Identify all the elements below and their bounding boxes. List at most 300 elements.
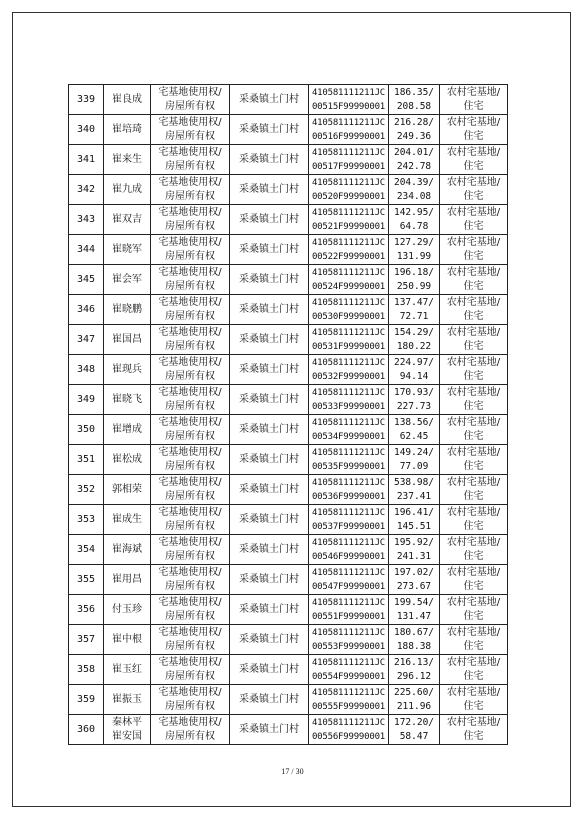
unit-number-cell-line: 410581111211JC [311,207,386,218]
area-cell-line: 127.29/ [393,236,435,248]
land-use-cell-line: 农村宅基地/ [446,206,501,218]
area-cell [389,385,440,415]
land-use-cell-line: 住宅 [463,250,484,262]
right-type-cell-line: 房屋所有权 [165,340,215,352]
area-cell-line: 137.47/ [393,296,435,308]
area-cell-line: 64.78 [399,220,429,232]
right-type-cell-line: 房屋所有权 [165,130,215,142]
row-number-cell: 349 [69,385,104,415]
right-type-cell-line: 宅基地使用权/ [158,716,222,728]
land-use-cell-line: 住宅 [463,370,484,382]
location-cell: 采桑镇土门村 [230,535,309,565]
unit-number-cell-line: 410581111211JC [311,237,386,248]
right-type-cell-line: 宅基地使用权/ [158,206,222,218]
area-cell-line: 250.99 [396,280,432,292]
area-cell-line: 273.67 [396,580,432,592]
unit-number-cell-line: 00532F99990001 [311,371,386,382]
row-number-cell: 358 [69,655,104,685]
unit-number-cell-line: 00533F99990001 [311,401,386,412]
unit-number-cell [309,145,389,175]
area-cell-line: 154.29/ [393,326,435,338]
location-cell: 采桑镇土门村 [230,265,309,295]
unit-number-cell [309,355,389,385]
owner-name-cell-line: 崔成生 [112,513,142,525]
row-number-cell: 339 [69,85,104,115]
unit-number-cell-line: 00553F99990001 [311,641,386,652]
area-cell-line: 72.71 [399,310,429,322]
table-row [69,565,508,595]
owner-name-cell [104,685,151,715]
owner-name-cell [104,115,151,145]
row-number-cell: 343 [69,205,104,235]
unit-number-cell-line: 410581111211JC [311,297,386,308]
area-cell [389,115,440,145]
area-cell-line: 237.41 [396,490,432,502]
area-cell-line: 199.54/ [393,596,435,608]
location-cell: 采桑镇土门村 [230,445,309,475]
area-cell-line: 131.99 [396,250,432,262]
right-type-cell-line: 房屋所有权 [165,730,215,742]
unit-number-cell [309,415,389,445]
unit-number-cell-line: 410581111211JC [311,327,386,338]
right-type-cell-line: 宅基地使用权/ [158,596,222,608]
area-cell-line: 138.56/ [393,416,435,428]
owner-name-cell-line: 秦林平 [112,716,142,728]
area-cell [389,475,440,505]
land-use-cell [440,685,508,715]
area-cell [389,655,440,685]
owner-name-cell [104,505,151,535]
area-cell-line: 196.18/ [393,266,435,278]
owner-name-cell-line: 崔会军 [112,273,142,285]
unit-number-cell [309,595,389,625]
owner-name-cell-line: 崔培琦 [112,123,142,135]
owner-name-cell [104,475,151,505]
right-type-cell-line: 宅基地使用权/ [158,536,222,548]
table-row [69,475,508,505]
unit-number-cell-line: 00554F99990001 [311,671,386,682]
area-cell-line: 211.96 [396,700,432,712]
right-type-cell [151,715,230,745]
table-row [69,715,508,745]
owner-name-cell [104,205,151,235]
row-number-cell: 355 [69,565,104,595]
unit-number-cell [309,265,389,295]
row-number-cell: 340 [69,115,104,145]
right-type-cell [151,265,230,295]
row-number-cell: 346 [69,295,104,325]
land-use-cell-line: 住宅 [463,580,484,592]
unit-number-cell-line: 00522F99990001 [311,251,386,262]
row-number-cell: 359 [69,685,104,715]
location-cell: 采桑镇土门村 [230,175,309,205]
unit-number-cell-line: 00534F99990001 [311,431,386,442]
unit-number-cell [309,505,389,535]
owner-name-cell [104,625,151,655]
area-cell-line: 188.38 [396,640,432,652]
area-cell-line: 196.41/ [393,506,435,518]
unit-number-cell-line: 00536F99990001 [311,491,386,502]
table-row [69,175,508,205]
land-use-cell [440,85,508,115]
area-cell [389,265,440,295]
land-use-cell-line: 农村宅基地/ [446,566,501,578]
area-cell-line: 131.47 [396,610,432,622]
area-cell-line: 241.31 [396,550,432,562]
right-type-cell-line: 宅基地使用权/ [158,86,222,98]
land-use-cell-line: 住宅 [463,550,484,562]
right-type-cell-line: 宅基地使用权/ [158,146,222,158]
unit-number-cell-line: 410581111211JC [311,417,386,428]
area-cell-line: 145.51 [396,520,432,532]
unit-number-cell-line: 00546F99990001 [311,551,386,562]
land-use-cell [440,715,508,745]
right-type-cell [151,325,230,355]
area-cell-line: 62.45 [399,430,429,442]
area-cell [389,145,440,175]
land-use-cell [440,445,508,475]
unit-number-cell [309,445,389,475]
land-use-cell-line: 农村宅基地/ [446,356,501,368]
unit-number-cell-line: 00531F99990001 [311,341,386,352]
land-use-cell-line: 农村宅基地/ [446,476,501,488]
unit-number-cell [309,325,389,355]
owner-name-cell [104,235,151,265]
right-type-cell-line: 宅基地使用权/ [158,356,222,368]
row-number-cell: 350 [69,415,104,445]
right-type-cell [151,565,230,595]
right-type-cell-line: 房屋所有权 [165,640,215,652]
unit-number-cell-line: 410581111211JC [311,507,386,518]
unit-number-cell-line: 00517F99990001 [311,161,386,172]
unit-number-cell [309,475,389,505]
right-type-cell-line: 宅基地使用权/ [158,116,222,128]
unit-number-cell-line: 410581111211JC [311,597,386,608]
table-row [69,385,508,415]
land-use-cell [440,595,508,625]
land-use-cell [440,625,508,655]
area-cell-line: 186.35/ [393,86,435,98]
table-body [69,85,508,745]
land-use-cell [440,475,508,505]
land-use-cell-line: 住宅 [463,640,484,652]
land-use-cell-line: 住宅 [463,730,484,742]
owner-name-cell [104,265,151,295]
row-number-cell: 345 [69,265,104,295]
row-number-cell: 356 [69,595,104,625]
area-cell [389,625,440,655]
area-cell-line: 180.22 [396,340,432,352]
unit-number-cell-line: 00516F99990001 [311,131,386,142]
right-type-cell-line: 房屋所有权 [165,160,215,172]
right-type-cell [151,685,230,715]
land-use-cell-line: 住宅 [463,700,484,712]
area-cell-line: 224.97/ [393,356,435,368]
land-use-cell-line: 农村宅基地/ [446,86,501,98]
owner-name-cell-line: 郭相荣 [112,483,142,495]
land-use-cell-line: 农村宅基地/ [446,416,501,428]
area-cell [389,85,440,115]
table-row [69,235,508,265]
location-cell: 采桑镇土门村 [230,205,309,235]
owner-name-cell [104,655,151,685]
right-type-cell-line: 房屋所有权 [165,580,215,592]
owner-name-cell [104,145,151,175]
area-cell-line: 204.39/ [393,176,435,188]
land-use-cell [440,235,508,265]
land-use-cell [440,295,508,325]
area-cell [389,295,440,325]
area-cell [389,445,440,475]
area-cell [389,715,440,745]
unit-number-cell [309,295,389,325]
owner-name-cell [104,295,151,325]
land-use-cell [440,205,508,235]
unit-number-cell-line: 410581111211JC [311,117,386,128]
unit-number-cell-line: 410581111211JC [311,627,386,638]
area-cell-line: 142.95/ [393,206,435,218]
land-use-cell [440,145,508,175]
unit-number-cell-line: 00530F99990001 [311,311,386,322]
land-use-cell-line: 住宅 [463,190,484,202]
area-cell [389,235,440,265]
area-cell-line: 204.01/ [393,146,435,158]
land-use-cell-line: 农村宅基地/ [446,146,501,158]
land-use-cell-line: 农村宅基地/ [446,296,501,308]
area-cell [389,205,440,235]
owner-name-cell-line: 崔九成 [112,183,142,195]
unit-number-cell-line: 410581111211JC [311,387,386,398]
location-cell: 采桑镇土门村 [230,145,309,175]
owner-name-cell [104,415,151,445]
land-use-cell-line: 住宅 [463,490,484,502]
location-cell: 采桑镇土门村 [230,295,309,325]
unit-number-cell-line: 00515F99990001 [311,101,386,112]
owner-name-cell [104,445,151,475]
unit-number-cell-line: 410581111211JC [311,477,386,488]
land-use-cell-line: 农村宅基地/ [446,506,501,518]
land-use-cell-line: 住宅 [463,130,484,142]
area-cell [389,355,440,385]
land-use-cell [440,355,508,385]
right-type-cell-line: 房屋所有权 [165,310,215,322]
area-cell [389,415,440,445]
owner-name-cell-line: 崔双吉 [112,213,142,225]
table-row [69,355,508,385]
unit-number-cell-line: 00535F99990001 [311,461,386,472]
location-cell: 采桑镇土门村 [230,415,309,445]
land-use-cell-line: 住宅 [463,160,484,172]
right-type-cell-line: 宅基地使用权/ [158,446,222,458]
land-use-cell [440,505,508,535]
land-use-cell-line: 农村宅基地/ [446,626,501,638]
area-cell-line: 170.93/ [393,386,435,398]
owner-name-cell [104,595,151,625]
right-type-cell [151,295,230,325]
right-type-cell-line: 房屋所有权 [165,700,215,712]
land-use-cell-line: 住宅 [463,610,484,622]
location-cell: 采桑镇土门村 [230,115,309,145]
table-row [69,625,508,655]
land-use-cell-line: 农村宅基地/ [446,326,501,338]
land-use-cell-line: 农村宅基地/ [446,716,501,728]
right-type-cell-line: 宅基地使用权/ [158,236,222,248]
area-cell [389,175,440,205]
owner-name-cell-line: 崔中根 [112,633,142,645]
right-type-cell-line: 宅基地使用权/ [158,176,222,188]
land-use-cell [440,265,508,295]
unit-number-cell [309,85,389,115]
right-type-cell [151,625,230,655]
land-use-cell-line: 农村宅基地/ [446,236,501,248]
area-cell [389,595,440,625]
area-cell-line: 58.47 [399,730,429,742]
unit-number-cell-line: 410581111211JC [311,267,386,278]
owner-name-cell-line: 崔晓鹏 [112,303,142,315]
land-use-cell [440,115,508,145]
unit-number-cell [309,385,389,415]
owner-name-cell [104,85,151,115]
unit-number-cell-line: 410581111211JC [311,447,386,458]
owner-name-cell [104,355,151,385]
table-row [69,535,508,565]
row-number-cell: 357 [69,625,104,655]
location-cell: 采桑镇土门村 [230,715,309,745]
land-use-cell-line: 住宅 [463,310,484,322]
land-use-cell-line: 农村宅基地/ [446,386,501,398]
area-cell [389,565,440,595]
unit-number-cell [309,175,389,205]
right-type-cell-line: 房屋所有权 [165,460,215,472]
area-cell [389,685,440,715]
row-number-cell: 360 [69,715,104,745]
right-type-cell-line: 房屋所有权 [165,100,215,112]
row-number-cell: 341 [69,145,104,175]
area-cell-line: 197.02/ [393,566,435,578]
owner-name-cell-line: 付玉珍 [112,603,142,615]
right-type-cell [151,235,230,265]
area-cell [389,535,440,565]
area-cell [389,325,440,355]
right-type-cell-line: 房屋所有权 [165,520,215,532]
row-number-cell: 352 [69,475,104,505]
location-cell: 采桑镇土门村 [230,625,309,655]
right-type-cell [151,595,230,625]
location-cell: 采桑镇土门村 [230,475,309,505]
owner-name-cell-line: 崔来生 [112,153,142,165]
land-use-cell-line: 住宅 [463,670,484,682]
unit-number-cell [309,565,389,595]
land-use-cell-line: 农村宅基地/ [446,176,501,188]
owner-name-cell [104,715,151,745]
land-use-cell-line: 农村宅基地/ [446,116,501,128]
right-type-cell-line: 宅基地使用权/ [158,656,222,668]
table-row [69,655,508,685]
right-type-cell-line: 房屋所有权 [165,430,215,442]
table-row [69,325,508,355]
land-use-cell [440,385,508,415]
owner-name-cell-line: 崔玉红 [112,663,142,675]
right-type-cell-line: 房屋所有权 [165,220,215,232]
location-cell: 采桑镇土门村 [230,565,309,595]
unit-number-cell [309,625,389,655]
owner-name-cell [104,535,151,565]
owner-name-cell-line: 崔松成 [112,453,142,465]
right-type-cell [151,385,230,415]
right-type-cell-line: 房屋所有权 [165,550,215,562]
row-number-cell: 354 [69,535,104,565]
right-type-cell [151,355,230,385]
land-use-cell [440,325,508,355]
owner-name-cell-line: 崔晓飞 [112,393,142,405]
unit-number-cell-line: 00520F99990001 [311,191,386,202]
unit-number-cell-line: 00521F99990001 [311,221,386,232]
unit-number-cell-line: 00537F99990001 [311,521,386,532]
registration-table [68,84,508,745]
area-cell-line: 242.78 [396,160,432,172]
land-use-cell-line: 农村宅基地/ [446,596,501,608]
owner-name-cell-line: 崔国昌 [112,333,142,345]
land-use-cell-line: 农村宅基地/ [446,446,501,458]
area-cell-line: 296.12 [396,670,432,682]
unit-number-cell-line: 410581111211JC [311,357,386,368]
location-cell: 采桑镇土门村 [230,505,309,535]
row-number-cell: 351 [69,445,104,475]
right-type-cell-line: 房屋所有权 [165,610,215,622]
right-type-cell [151,85,230,115]
area-cell-line: 227.73 [396,400,432,412]
unit-number-cell [309,205,389,235]
land-use-cell [440,565,508,595]
unit-number-cell-line: 00555F99990001 [311,701,386,712]
right-type-cell-line: 宅基地使用权/ [158,416,222,428]
table-row [69,295,508,325]
area-cell-line: 216.28/ [393,116,435,128]
land-use-cell [440,655,508,685]
unit-number-cell [309,715,389,745]
right-type-cell-line: 房屋所有权 [165,250,215,262]
unit-number-cell [309,235,389,265]
right-type-cell [151,175,230,205]
location-cell: 采桑镇土门村 [230,355,309,385]
unit-number-cell-line: 410581111211JC [311,567,386,578]
owner-name-cell-line: 崔良成 [112,93,142,105]
land-use-cell-line: 住宅 [463,460,484,472]
owner-name-cell-line: 崔振玉 [112,693,142,705]
right-type-cell-line: 宅基地使用权/ [158,566,222,578]
unit-number-cell-line: 410581111211JC [311,87,386,98]
land-use-cell-line: 农村宅基地/ [446,686,501,698]
land-use-cell-line: 住宅 [463,430,484,442]
land-use-cell-line: 住宅 [463,520,484,532]
owner-name-cell-line: 崔用昌 [112,573,142,585]
right-type-cell [151,535,230,565]
right-type-cell-line: 宅基地使用权/ [158,686,222,698]
right-type-cell-line: 宅基地使用权/ [158,476,222,488]
row-number-cell: 347 [69,325,104,355]
right-type-cell-line: 房屋所有权 [165,190,215,202]
owner-name-cell-line: 崔晓军 [112,243,142,255]
right-type-cell [151,445,230,475]
area-cell-line: 94.14 [399,370,429,382]
unit-number-cell [309,115,389,145]
area-cell-line: 234.08 [396,190,432,202]
unit-number-cell-line: 410581111211JC [311,537,386,548]
right-type-cell [151,115,230,145]
area-cell-line: 149.24/ [393,446,435,458]
land-use-cell-line: 住宅 [463,220,484,232]
unit-number-cell-line: 00524F99990001 [311,281,386,292]
